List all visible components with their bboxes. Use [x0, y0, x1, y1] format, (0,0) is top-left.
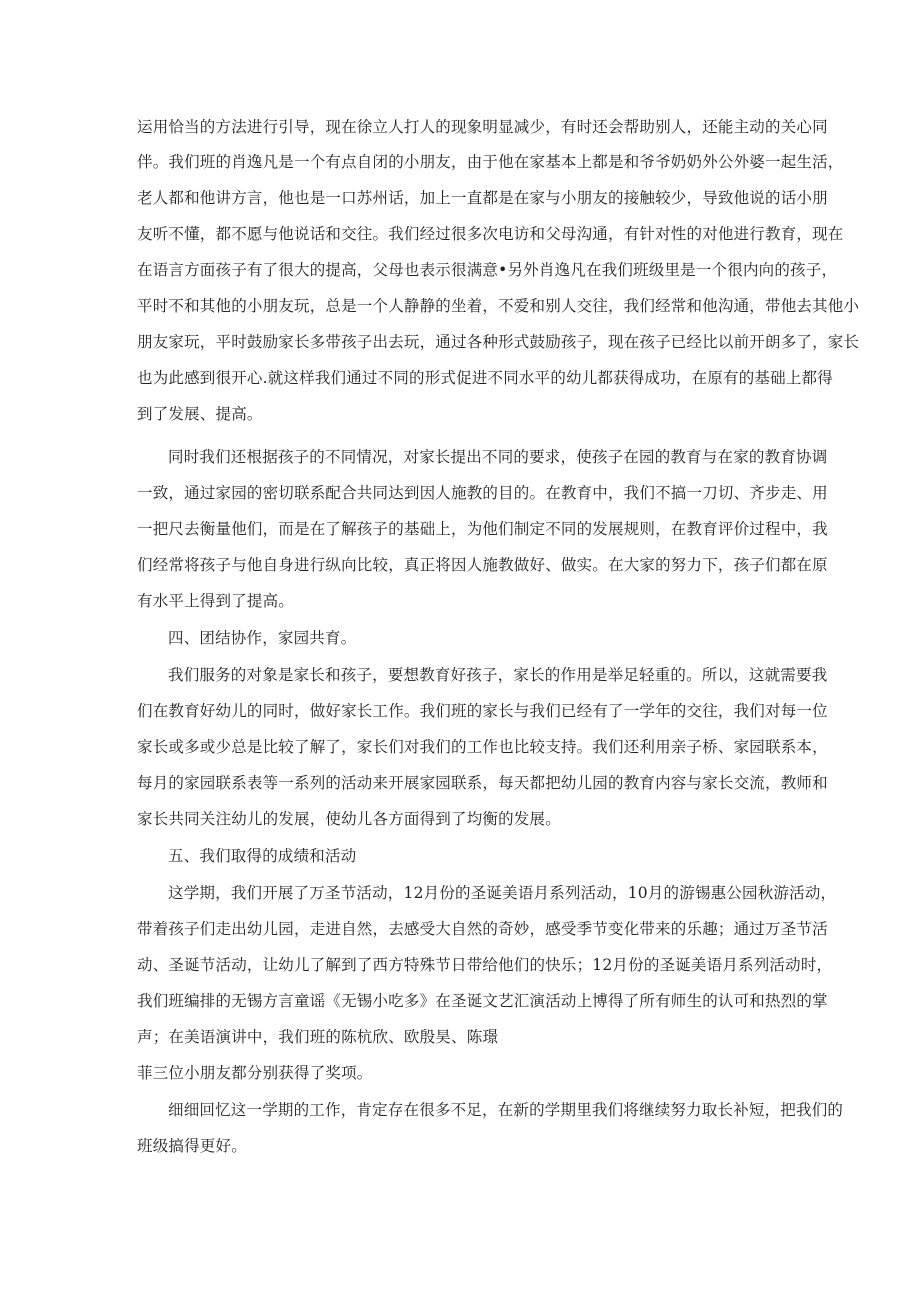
text-line: 有水平上得到了提高。 — [137, 592, 295, 610]
text-line: 声；在美语演讲中，我们班的陈杭欣、欧殷昊、陈璟 — [137, 1028, 499, 1046]
text-line: 带着孩子们走出幼儿园，走进自然，去感受大自然的奇妙，感受季节变化带来的乐趣；通过万圣节活 — [137, 920, 828, 938]
text-line: 朋友家玩，平时鼓励家长多带孩子出去玩，通过各种形式鼓励孩子，现在孩子已经比以前开朗多了，家长 — [137, 333, 860, 351]
text-line: 一把尺去衡量他们，而是在了解孩子的基础上，为他们制定不同的发展规则，在教育评价过程中，我 — [137, 520, 828, 538]
text-line: 运用恰当的方法进行引导，现在徐立人打人的现象明显减少，有时还会帮助别人，还能主动的关心同 — [137, 118, 828, 136]
text-line: 在语言方面孩子有了很大的提高，父母也表示很满意•另外肖逸凡在我们班级里是一个很内向的孩子， — [137, 261, 838, 279]
text-line: 伴。我们班的肖逸凡是一个有点自闭的小朋友，由于他在家基本上都是和爷爷奶奶外公外婆一起生活， — [137, 153, 844, 171]
text-line: 们在教育好幼儿的同时，做好家长工作。我们班的家长与我们已经有了一学年的交往，我们对每一位 — [137, 702, 828, 720]
text-line: 我们班编排的无锡方言童谣《无锡小吃多》在圣诞文艺汇演活动上博得了所有师生的认可和热烈的掌 — [137, 992, 828, 1010]
text-line: 一致，通过家园的密切联系配合共同达到因人施教的目的。在教育中，我们不搞一刀切、齐步走、用 — [137, 484, 828, 502]
text-line: 友听不懂，都不愿与他说话和交往。我们经过很多次电访和父母沟通，有针对性的对他进行教育，现在 — [137, 225, 844, 243]
text-line: 班级搞得更好。 — [137, 1137, 247, 1155]
text-line: 到了发展、提高。 — [137, 405, 263, 423]
text-line: 这学期，我们开展了万圣节活动，12月份的圣诞美语月系列活动，10月的游锡惠公园秋游活动， — [168, 884, 837, 902]
text-line: 也为此感到很开心.就这样我们通过不同的形式促进不同水平的幼儿都获得成功，在原有的基础上都得 — [137, 369, 833, 387]
text-line: 同时我们还根据孩子的不同情况，对家长提出不同的要求，使孩子在园的教育与在家的教育协调 — [168, 448, 828, 466]
text-line: 们经常将孩子与他自身进行纵向比较，真正将因人施教做好、做实。在大家的努力下，孩子们都在原 — [137, 556, 828, 574]
text-line: 菲三位小朋友都分别获得了奖项。 — [137, 1064, 373, 1082]
section-heading: 五、我们取得的成绩和活动 — [168, 847, 357, 865]
text-line: 我们服务的对象是家长和孩子，要想教育好孩子，家长的作用是举足轻重的。所以，这就需要我 — [168, 666, 828, 684]
text-line: 细细回忆这一学期的工作，肯定存在很多不足，在新的学期里我们将继续努力取长补短，把我们的 — [168, 1101, 844, 1119]
text-line: 家长或多或少总是比较了解了，家长们对我们的工作也比较支持。我们还利用亲子桥、家园联系本， — [137, 738, 828, 756]
text-line: 动、圣诞节活动，让幼儿了解到了西方特殊节日带给他们的快乐；12月份的圣诞美语月系列活动时， — [137, 956, 833, 974]
text-line: 平时不和其他的小朋友玩，总是一个人静静的坐着，不爱和别人交往，我们经常和他沟通，带他去其他小 — [137, 297, 860, 315]
text-line: 家长共同关注幼儿的发展，使幼儿各方面得到了均衡的发展。 — [137, 810, 561, 828]
section-heading: 四、团结协作，家园共育。 — [168, 629, 357, 647]
text-line: 老人都和他讲方言，他也是一口苏州话，加上一直都是在家与小朋友的接触较少，导致他说的话小朋 — [137, 189, 828, 207]
text-line: 每月的家园联系表等一系列的活动来开展家园联系，每天都把幼儿园的教育内容与家长交流，教师和 — [137, 774, 828, 792]
